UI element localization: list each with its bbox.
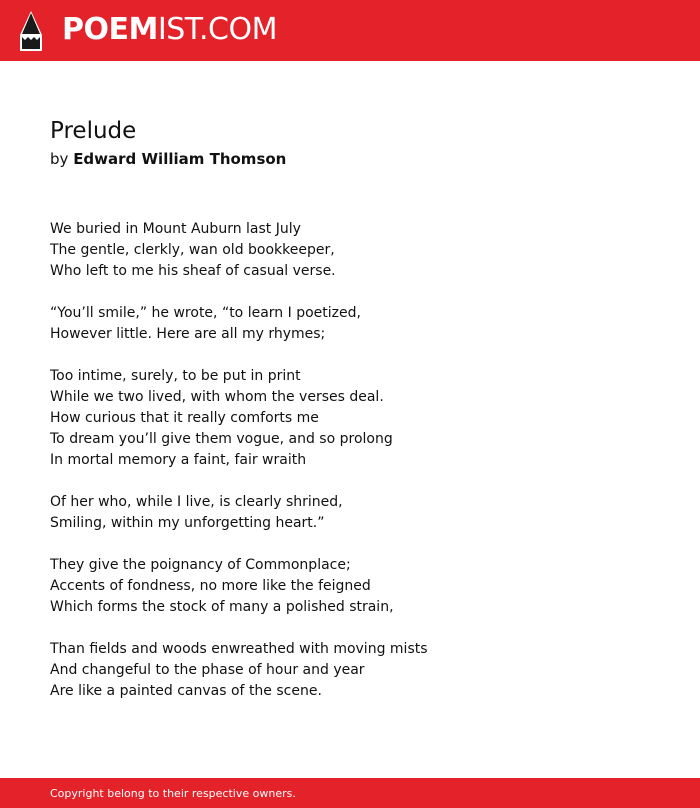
stanza: [50, 219, 670, 282]
poem-line: Which forms the stock of many a polished strain,: [50, 599, 394, 615]
poem-line: And changeful to the phase of hour and year: [50, 662, 365, 678]
byline-label: by: [50, 150, 69, 168]
poem-line: While we two lived, with whom the verses deal.: [50, 389, 384, 405]
poem-line: How curious that it really comforts me: [50, 410, 319, 426]
poem-line: They give the poignancy of Commonplace;: [50, 557, 351, 573]
brand-bold-text: POEM: [62, 12, 158, 47]
site-logo[interactable]: [62, 13, 277, 47]
stanza: [50, 303, 670, 345]
pencil-tip-icon[interactable]: [18, 10, 44, 52]
poem-line: However little. Here are all my rhymes;: [50, 326, 326, 342]
stanza: [50, 366, 670, 471]
poem-line: Are like a painted canvas of the scene.: [50, 683, 322, 699]
poem-line: To dream you’ll give them vogue, and so prolong: [50, 431, 393, 447]
poem-line: Who left to me his sheaf of casual verse.: [50, 263, 336, 279]
stanza: [50, 639, 670, 702]
brand-light-text: IST.COM: [157, 12, 277, 47]
poem-line: Accents of fondness, no more like the feigned: [50, 578, 371, 594]
poem-line: We buried in Mount Auburn last July: [50, 221, 301, 237]
poem-line: “You’ll smile,” he wrote, “to learn I poetized,: [50, 305, 361, 321]
stanza: [50, 492, 670, 534]
poem-line: Smiling, within my unforgetting heart.”: [50, 515, 325, 531]
site-header: [0, 0, 700, 61]
site-footer: [0, 778, 700, 808]
poem-line: Too intime, surely, to be put in print: [50, 368, 301, 384]
stanza: [50, 555, 670, 618]
poem-line: In mortal memory a faint, fair wraith: [50, 452, 307, 468]
copyright-text: Copyright belong to their respective owners.: [50, 787, 296, 800]
poem-line: Of her who, while I live, is clearly shrined,: [50, 494, 343, 510]
poem-line: Than fields and woods enwreathed with moving mists: [50, 641, 428, 657]
author-name: Edward William Thomson: [73, 150, 287, 168]
poem-title: Prelude: [50, 118, 137, 144]
byline: [50, 149, 286, 169]
poem-body: [50, 219, 670, 723]
poem-line: The gentle, clerkly, wan old bookkeeper,: [50, 242, 335, 258]
